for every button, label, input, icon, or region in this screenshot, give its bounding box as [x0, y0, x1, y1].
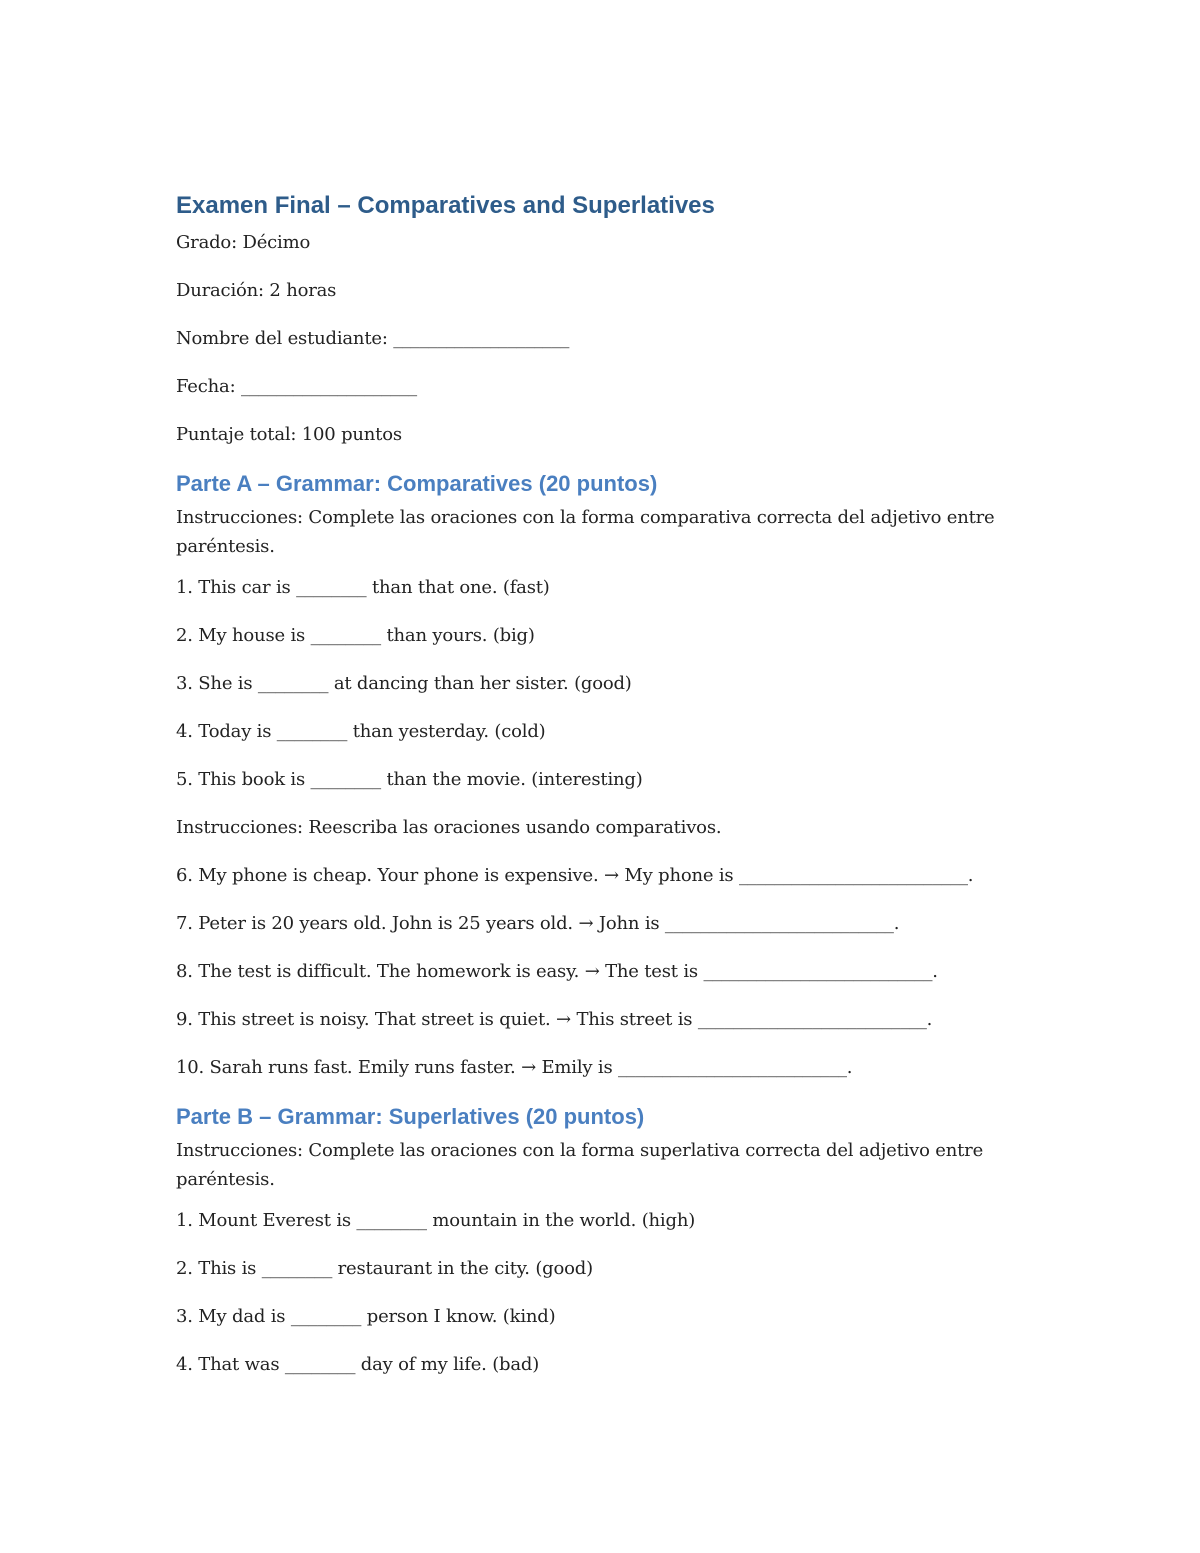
- list-item: 10. Sarah runs fast. Emily runs faster. → Emily is __________________________.: [176, 1057, 853, 1078]
- student-name-line: Nombre del estudiante: ____________________: [176, 328, 570, 349]
- list-item: 2. This is ________ restaurant in the city. (good): [176, 1258, 593, 1279]
- list-item: 3. She is ________ at dancing than her sister. (good): [176, 673, 632, 694]
- document-content: [176, 188, 1036, 1398]
- section-a-rewrite-instructions: Instrucciones: Reescriba las oraciones usando comparativos.: [176, 817, 722, 838]
- list-item: 5. This book is ________ than the movie. (interesting): [176, 769, 643, 790]
- section-a-heading: Parte A – Grammar: Comparatives (20 puntos): [176, 471, 658, 496]
- list-item: 7. Peter is 20 years old. John is 25 years old. → John is __________________________.: [176, 913, 900, 934]
- section-b-instructions: Instrucciones: Complete las oraciones con la forma superlativa correcta del adjetivo entre paréntesis.: [176, 1140, 984, 1190]
- total-score-line: Puntaje total: 100 puntos: [176, 424, 402, 445]
- exam-title: Examen Final – Comparatives and Superlatives: [176, 192, 715, 219]
- list-item: 1. This car is ________ than that one. (fast): [176, 577, 550, 598]
- list-item: 4. Today is ________ than yesterday. (cold): [176, 721, 546, 742]
- grade-line: Grado: Décimo: [176, 232, 311, 253]
- list-item: 3. My dad is ________ person I know. (kind): [176, 1306, 556, 1327]
- section-a-instructions: Instrucciones: Complete las oraciones con la forma comparativa correcta del adjetivo entre paréntesis.: [176, 507, 995, 557]
- list-item: 6. My phone is cheap. Your phone is expensive. → My phone is __________________________.: [176, 865, 974, 886]
- duration-line: Duración: 2 horas: [176, 280, 337, 301]
- list-item: 8. The test is difficult. The homework is easy. → The test is __________________________.: [176, 961, 938, 982]
- section-b-heading: Parte B – Grammar: Superlatives (20 puntos): [176, 1104, 645, 1129]
- date-line: Fecha: ____________________: [176, 376, 417, 397]
- list-item: 4. That was ________ day of my life. (bad): [176, 1354, 540, 1375]
- list-item: 1. Mount Everest is ________ mountain in the world. (high): [176, 1210, 696, 1231]
- list-item: 2. My house is ________ than yours. (big): [176, 625, 535, 646]
- list-item: 9. This street is noisy. That street is quiet. → This street is __________________________.: [176, 1009, 933, 1030]
